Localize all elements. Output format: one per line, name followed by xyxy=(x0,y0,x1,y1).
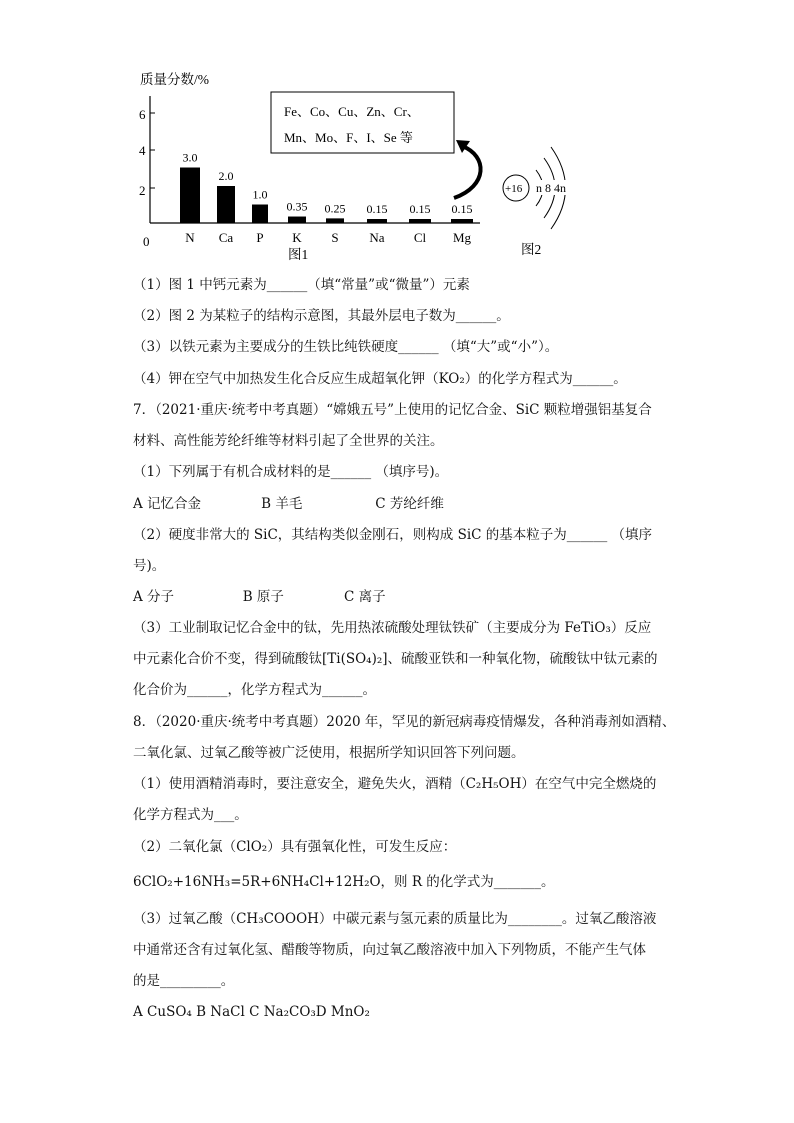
q8-part3-line2: 中通常还含有过氧化氢、醋酸等物质，向过氧乙酸溶液中加入下列物质，不能产生气体 xyxy=(133,942,646,958)
q6-part1: （1）图 1 中钙元素为______（填“常量”或“微量”）元素 xyxy=(133,277,470,293)
bar-na xyxy=(367,219,387,223)
bar-p xyxy=(252,205,268,224)
q7-part3-line1: （3）工业制取记忆合金中的钛，先用热浓硫酸处理钛铁矿（主要成分为 FeTiO₃）反应 xyxy=(133,620,652,636)
bar-series xyxy=(180,151,473,246)
q6-part4: （4）钾在空气中加热发生化合反应生成超氧化钾（KO₂）的化学方程式为______。 xyxy=(133,371,627,387)
bar-mg xyxy=(451,219,473,223)
bar-n xyxy=(180,168,200,224)
q7-part2-line1: （2）硬度非常大的 SiC，其结构类似金刚石，则构成 SiC 的基本粒子为______ （填序 xyxy=(133,527,653,543)
category-label-p: P xyxy=(256,230,264,245)
bar-value-label-na: 0.15 xyxy=(366,202,388,216)
category-label-na: Na xyxy=(369,230,385,245)
category-label-k: K xyxy=(292,230,302,245)
figure1-caption: 图1 xyxy=(288,247,309,262)
q8-part2-line1: （2）二氧化氯（ClO₂）具有强氧化性，可发生反应： xyxy=(133,839,457,855)
bar-value-label-p: 1.0 xyxy=(252,187,268,202)
nucleus-charge: +16 xyxy=(505,183,523,195)
q8-part1-line1: （1）使用酒精消毒时，要注意安全，避免失火，酒精（C₂H₅OH）在空气中完全燃烧的 xyxy=(133,776,657,792)
q8-stem-line1: 8．（2020·重庆·统考中考真题）2020 年，罕见的新冠病毒疫情爆发，各种消毒剂如酒精、 xyxy=(133,714,676,730)
q8-part3-line1: （3）过氧乙酸（CH₃COOOH）中碳元素与氢元素的质量比为________。过氧乙酸溶液 xyxy=(133,911,657,927)
bar-k xyxy=(288,217,306,223)
bar-value-label-k: 0.35 xyxy=(286,199,308,214)
bar-value-label-n: 3.0 xyxy=(182,150,198,165)
q8-part3-options: A CuSO₄ B NaCl C Na₂CO₃D MnO₂ xyxy=(133,1004,370,1020)
bar-ca xyxy=(217,186,235,223)
category-label-mg: Mg xyxy=(452,230,472,245)
trace-elements-line1: Fe、Co、Cu、Zn、Cr、 xyxy=(284,104,420,119)
ytick-6: 6 xyxy=(139,107,146,122)
q7-part1: （1）下列属于有机合成材料的是______ （填序号)。 xyxy=(133,464,449,480)
q8-part2-equation: 6ClO₂+16NH₃=5R+6NH₄Cl+12H₂O，则 R 的化学式为_______。 xyxy=(133,874,555,890)
q7-part2-line2: 号)。 xyxy=(133,558,166,574)
figure-area xyxy=(0,0,794,270)
category-label-s: S xyxy=(331,230,339,245)
shell-electrons: n 8 4n xyxy=(536,181,566,195)
q7-part1-options: A 记忆合金 B 羊毛 C 芳纶纤维 xyxy=(133,496,444,512)
q7-part3-line2: 中元素化合价不变，得到硫酸钛[Ti(SO₄)₂]、硫酸亚铁和一种氧化物，硫酸钛中钛元素的 xyxy=(133,651,658,667)
ytick-2: 2 xyxy=(139,183,146,198)
category-label-n: N xyxy=(185,230,195,245)
curved-arrow-icon xyxy=(454,146,481,198)
q8-stem-line2: 二氧化氯、过氧乙酸等被广泛使用，根据所学知识回答下列问题。 xyxy=(133,745,525,761)
q7-stem-line2: 材料、高性能芳纶纤维等材料引起了全世界的关注。 xyxy=(133,433,444,449)
trace-elements-line2: Mn、Mo、F、I、Se 等 xyxy=(284,130,413,145)
bar-cl xyxy=(409,219,431,223)
bar-s xyxy=(326,218,344,223)
ytick-0: 0 xyxy=(143,234,150,249)
q8-part3-line3: 的是_________。 xyxy=(133,973,235,989)
bar-value-label-ca: 2.0 xyxy=(218,169,234,183)
figure1-bar-chart xyxy=(139,71,481,262)
figure2-caption: 图2 xyxy=(521,242,542,257)
bar-value-label-s: 0.25 xyxy=(324,201,346,216)
bar-value-label-cl: 0.15 xyxy=(409,202,431,216)
chart-ylabel: 质量分数/% xyxy=(140,72,209,87)
category-label-ca: Ca xyxy=(218,230,234,245)
category-label-cl: Cl xyxy=(413,230,427,245)
q7-part2-options: A 分子 B 原子 C 离子 xyxy=(133,589,386,605)
q7-part3-line3: 化合价为______，化学方程式为______。 xyxy=(133,682,376,698)
ytick-4: 4 xyxy=(139,143,146,158)
q7-stem-line1: 7．（2021·重庆·统考中考真题）“嫦娥五号”上使用的记忆合金、SiC 颗粒增强铝基复合 xyxy=(133,402,652,418)
q8-part1-line2: 化学方程式为___。 xyxy=(133,807,248,823)
figure2-atom-diagram xyxy=(503,147,577,257)
bar-value-label-mg: 0.15 xyxy=(451,202,473,216)
q6-part2: （2）图 2 为某粒子的结构示意图，其最外层电子数为______。 xyxy=(133,308,510,324)
q6-part3: （3）以铁元素为主要成分的生铁比纯铁硬度______ （填“大”或“小”）。 xyxy=(133,339,559,355)
